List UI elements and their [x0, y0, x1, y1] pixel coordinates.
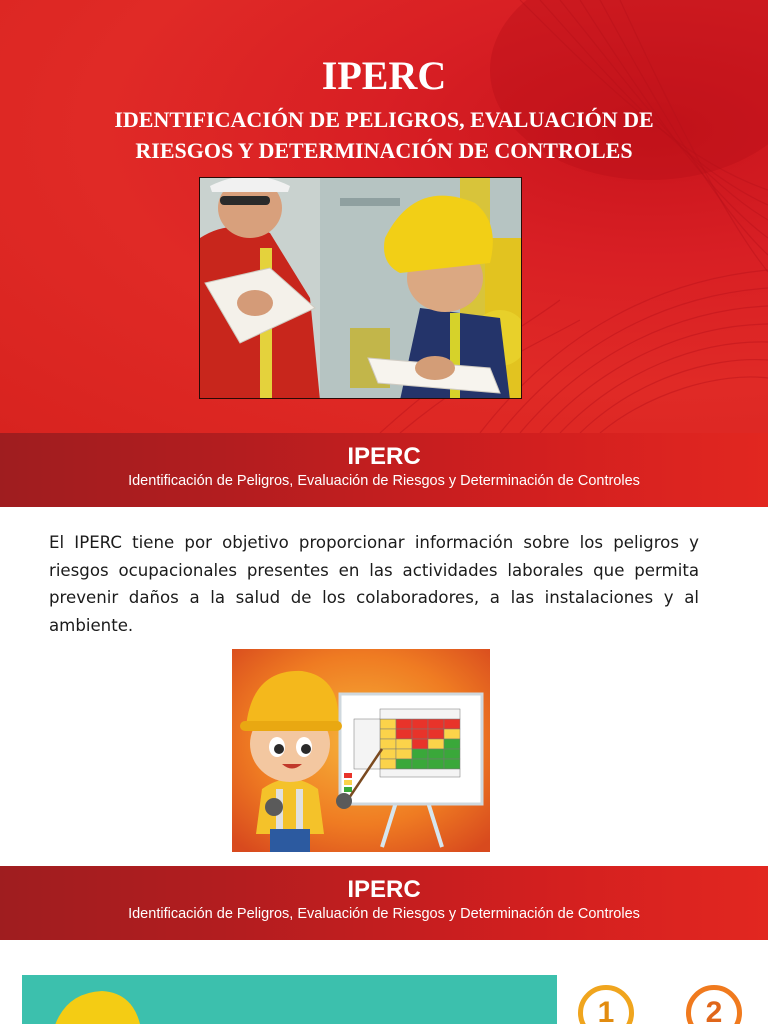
section-subtitle-2: Identificación de Peligros, Evaluación de Riesgos y Determinación de Controles: [128, 906, 640, 922]
cartoon-worker-risk-matrix-illustration: [232, 649, 490, 852]
hero-cover: [0, 0, 768, 433]
hero-title: IPERC: [321, 53, 447, 98]
step-number-2: 2: [686, 985, 742, 1024]
workers-photo: [199, 177, 522, 399]
hardhat-icon: [22, 975, 162, 1024]
step-number-1: 1: [578, 985, 634, 1024]
teal-content-panel: [22, 975, 557, 1024]
section-title-2: IPERC: [347, 876, 421, 903]
section-subtitle: Identificación de Peligros, Evaluación de Riesgos y Determinación de Controles: [128, 473, 640, 489]
section-header-band: [0, 433, 768, 507]
hero-subtitle: IDENTIFICACIÓN DE PELIGROS, EVALUACIÓN DE RIESGOS Y DETERMINACIÓN DE CONTROLES: [114, 107, 654, 163]
section-header-band-2: [0, 866, 768, 940]
section-title: IPERC: [347, 443, 421, 470]
intro-paragraph: El IPERC tiene por objetivo proporcionar información sobre los peligros y riesgos ocupacionales presentes en las actividades laborales que permita prevenir daños a la salud de los colaboradores, a las instalaciones y al ambiente.: [49, 533, 699, 635]
